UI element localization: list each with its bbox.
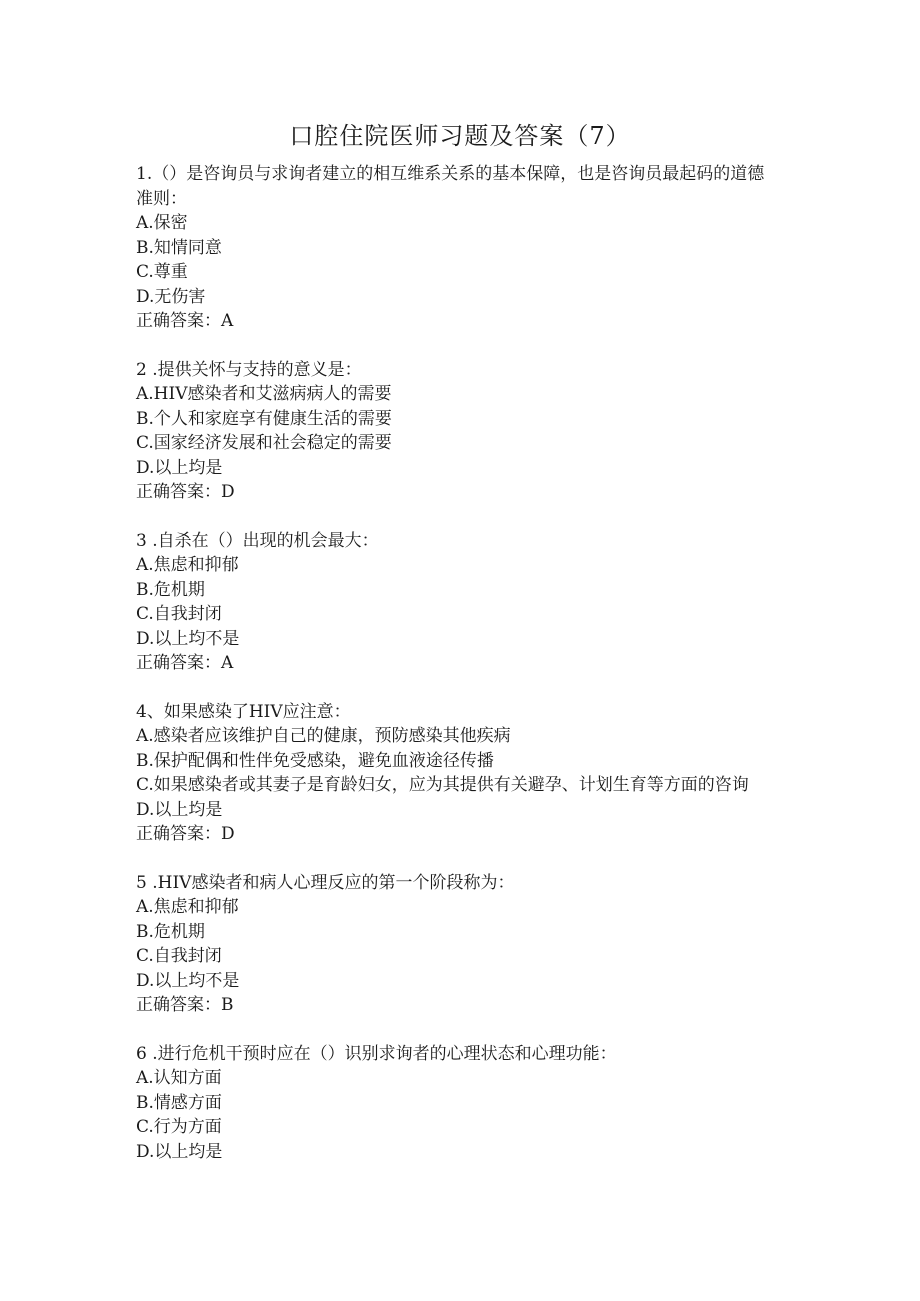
question-2 — [136, 358, 776, 505]
option-b: B.个人和家庭享有健康生活的需要 — [136, 408, 392, 429]
option-d: D.以上均是 — [136, 1141, 223, 1162]
option-d: D.无伤害 — [136, 286, 206, 307]
option-a: A.感染者应该维护自己的健康，预防感染其他疾病 — [136, 726, 511, 746]
option-c: C.自我封闭 — [136, 604, 222, 624]
question-stem: 6 .进行危机干预时应在（）识别求询者的心理状态和心理功能： — [136, 1043, 617, 1064]
option-c: C.尊重 — [136, 262, 188, 282]
option-b: B.知情同意 — [136, 237, 222, 258]
correct-answer: 正确答案：A — [136, 653, 234, 673]
question-4 — [136, 700, 776, 847]
option-b: B.情感方面 — [136, 1092, 222, 1113]
option-a: A.HIV感染者和艾滋病病人的需要 — [136, 384, 392, 404]
option-c: C.自我封闭 — [136, 946, 222, 966]
question-6 — [136, 1042, 776, 1165]
option-b: B.保护配偶和性伴免受感染，避免血液途径传播 — [136, 750, 494, 771]
question-3 — [136, 529, 776, 676]
option-d: D.以上均不是 — [136, 628, 240, 649]
option-d: D.以上均是 — [136, 457, 223, 478]
correct-answer: 正确答案：B — [136, 995, 234, 1015]
question-1 — [136, 162, 776, 334]
question-stem: 3 .自杀在（）出现的机会最大： — [136, 530, 379, 551]
correct-answer: 正确答案：A — [136, 311, 234, 331]
option-a: A.焦虑和抑郁 — [136, 555, 239, 575]
option-a: A.认知方面 — [136, 1068, 222, 1088]
question-stem: 4、如果感染了HIV应注意： — [136, 701, 351, 722]
correct-answer: 正确答案：D — [136, 482, 235, 502]
option-d: D.以上均不是 — [136, 970, 240, 991]
question-stem: 2 .提供关怀与支持的意义是： — [136, 359, 362, 380]
option-d: D.以上均是 — [136, 799, 223, 820]
question-5 — [136, 871, 776, 1018]
option-a: A.焦虑和抑郁 — [136, 897, 239, 917]
option-b: B.危机期 — [136, 921, 205, 942]
option-a: A.保密 — [136, 213, 188, 233]
correct-answer: 正确答案：D — [136, 824, 235, 844]
option-c: C.行为方面 — [136, 1117, 222, 1137]
option-c: C.如果感染者或其妻子是育龄妇女，应为其提供有关避孕、计划生育等方面的咨询 — [136, 775, 749, 795]
option-c: C.国家经济发展和社会稳定的需要 — [136, 433, 392, 453]
question-stem: 5 .HIV感染者和病人心理反应的第一个阶段称为： — [136, 872, 515, 893]
question-stem: 1.（）是咨询员与求询者建立的相互维系关系的基本保障，也是咨询员最起码的道德准则： — [136, 164, 765, 209]
question-list — [136, 162, 776, 1188]
document-title: 口腔住院医师习题及答案（7） — [289, 122, 631, 150]
option-b: B.危机期 — [136, 579, 205, 600]
